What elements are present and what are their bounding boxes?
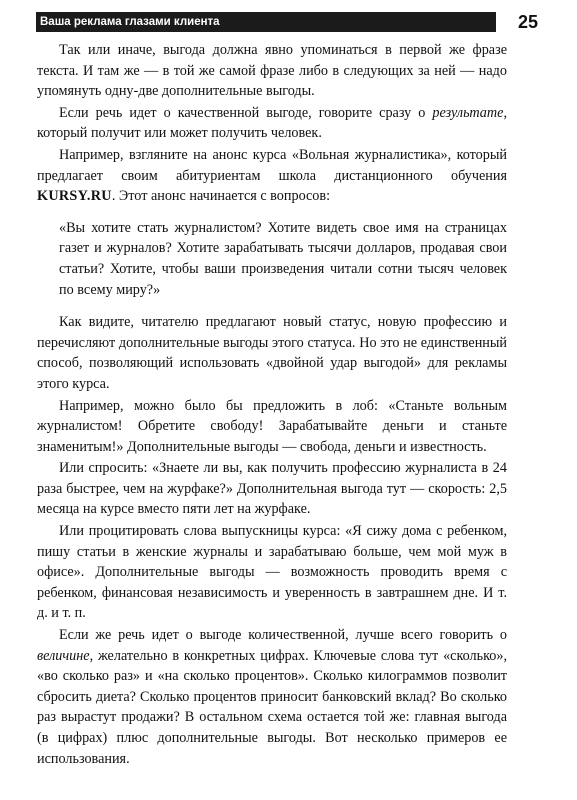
brand-name: KURSY.RU bbox=[37, 188, 112, 205]
page-number: 25 bbox=[517, 12, 539, 32]
running-header: Ваша реклама глазами клиента bbox=[36, 12, 496, 32]
paragraph-8 bbox=[37, 625, 507, 769]
emphasis-magnitude: величине bbox=[37, 647, 90, 664]
paragraph-3-text-b: . Этот анонс начинается с вопросов: bbox=[111, 188, 331, 205]
paragraph-7: Или процитировать слова выпускницы курса: «Я сижу дома с ребенком, пишу статьи в женские журналы и зарабатываю больше, чем мой муж в офисе». Дополнительные выгоды — возможность проводить время с ребенком, финансовая независимость и уверенность в завтрашнем дне. И т. д. и т. п. bbox=[37, 523, 507, 622]
page-body bbox=[37, 40, 507, 769]
paragraph-8-text-a: Если же речь идет о выгоде количественной, лучше всего говорить о bbox=[59, 627, 507, 644]
paragraph-1: Так или иначе, выгода должна явно упоминаться в первой же фразе текста. И там же — в той же самой фразе либо в следующих за ней — надо упомянуть одну-две дополнительные выгоды. bbox=[37, 42, 507, 100]
paragraph-6: Или спросить: «Знаете ли вы, как получить профессию журналиста в 24 раза быстрее, чем на журфаке?» Дополнительная выгода тут — скорость: 2,5 месяца на курсе вместо пяти лет на журфаке. bbox=[37, 460, 507, 518]
quote-block: «Вы хотите стать журналистом? Хотите видеть свое имя на страницах газет и журналов? Хотите зарабатывать тысячи долларов, продавая свои статьи? Хотите, чтобы ваши произведения читали сотни тысяч человек по всему миру?» bbox=[59, 219, 507, 298]
emphasis-result: результате bbox=[432, 104, 504, 121]
paragraph-3 bbox=[37, 145, 507, 207]
paragraph-3-text-a: Например, взгляните на анонс курса «Вольная журналистика», который предлагает своим абитуриентам школа дистанционного обучения bbox=[37, 146, 507, 184]
paragraph-8-text-b: , желательно в конкретных цифрах. Ключевые слова тут «сколько», «во сколько раз» и «на сколько процентов». Сколько килограммов позволит сбросить диета? Сколько процентов приносит банковский вклад? Во сколько раз вырастут продажи? В остальном схема остается той же: главная выгода (в цифрах) плюс дополнительные выгоды. Вот несколько примеров ее использования. bbox=[37, 647, 507, 767]
paragraph-2-text-b: , который получит или может получить человек. bbox=[37, 104, 507, 142]
paragraph-4: Как видите, читателю предлагают новый статус, новую профессию и перечисляют дополнительные выгоды этого статуса. Но это не единственный способ, позволяющий использовать «двойной удар выгодой» для рекламы этого курса. bbox=[37, 314, 507, 392]
paragraph-2 bbox=[37, 103, 507, 144]
paragraph-5: Например, можно было бы предложить в лоб: «Станьте вольным журналистом! Обретите свободу! Зарабатывайте деньги и станьте знаменитым!» Дополнительные выгоды — свобода, деньги и известность. bbox=[37, 397, 507, 455]
paragraph-2-text-a: Если речь идет о качественной выгоде, говорите сразу о bbox=[59, 104, 433, 121]
